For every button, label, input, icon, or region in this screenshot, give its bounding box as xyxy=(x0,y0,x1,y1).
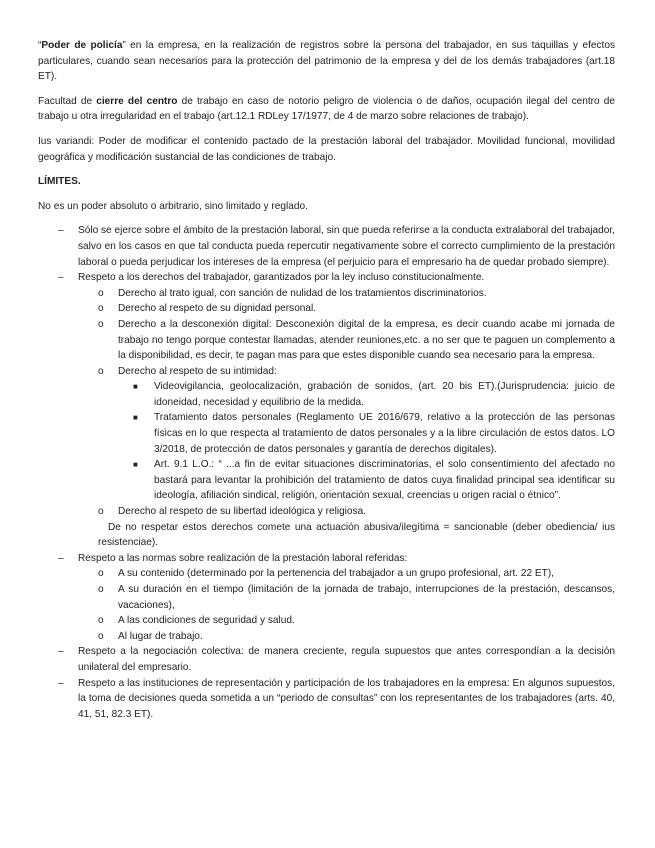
dash-bullet-icon: – xyxy=(58,646,64,658)
circle-bullet-icon: o xyxy=(98,584,104,595)
sublist-item-text: Derecho al respeto de su intimidad: xyxy=(118,365,277,377)
sublist-item xyxy=(78,286,615,302)
list-item xyxy=(38,644,615,675)
list-item xyxy=(38,551,615,645)
sublist-item-text: Al lugar de trabajo. xyxy=(118,630,203,642)
paragraph-text: de trabajo en caso de notorio peligro de violencia o de daños, ocupación ilegal del centro de trabajo u otra irregularidad en el trabajo (art.12.1 RDLey 17/1977, de 4 de marzo sobre relaciones de trabajo). xyxy=(38,95,615,123)
paragraph-text: Facultad de xyxy=(38,95,97,107)
list-item-text: Respeto a las normas sobre realización de la prestación laboral referidas: xyxy=(78,552,408,564)
nested-item-text: Tratamiento datos personales (Reglamento UE 2016/679, relativo a la protección de las personas físicas en lo que respecta al tratamiento de datos personales y a la libre circulación de estos datos. LO 3/2018, de protección de datos personales y garantía de derechos digitales). xyxy=(154,412,615,455)
sublist-normas xyxy=(78,566,615,644)
sublist-item-text: A su duración en el tiempo (limitación de la jornada de trabajo, interrupciones de la prestación, descansos, vacaciones), xyxy=(118,584,615,611)
dash-bullet-icon: – xyxy=(58,272,64,284)
sublist-item xyxy=(78,566,615,582)
bold-term-cierre-centro: cierre del centro xyxy=(96,95,178,107)
paragraph-poder-policia xyxy=(38,38,615,85)
paragraph-text: ” en la empresa, en la realización de registros sobre la persona del trabajador, en sus taquillas y efectos particulares, cuando sean necesarios para la protección del patrimonio de la empresa y del de los demás trabajadores (art.18 ET). xyxy=(38,40,615,83)
paragraph-cierre-centro xyxy=(38,94,615,125)
sublist-item-text: Derecho al respeto de su dignidad personal. xyxy=(118,303,317,315)
list-item-text: Sólo se ejerce sobre el ámbito de la prestación laboral, sin que pueda referirse a la conducta extralaboral del trabajador, salvo en los casos en que tal conducta pueda repercutir negativamente sobre el correcto cumplimiento de la prestación laboral o pueda perjudicar los intereses de la empresa (el perjuicio para el empresario ha de quedar probado siempre). xyxy=(78,225,615,268)
circle-bullet-icon: o xyxy=(98,630,104,642)
list-item-text: Respeto a los derechos del trabajador, garantizados por la ley incluso constitucionalmente. xyxy=(78,272,485,284)
dash-bullet-icon: – xyxy=(58,552,64,564)
square-bullet-icon: ■ xyxy=(133,413,138,423)
sublist-item xyxy=(78,582,615,613)
circle-bullet-icon: o xyxy=(98,615,104,627)
list-item-text: Respeto a la negociación colectiva: de manera creciente, regula supuestos que antes correspondían a la decisión unilateral del empresario. xyxy=(78,646,615,673)
bold-term-poder-policia: Poder de policía xyxy=(41,40,123,51)
circle-bullet-icon: o xyxy=(98,303,104,315)
open-quote: “ xyxy=(38,40,42,51)
nested-item-text: Videovigilancia, geolocalización, grabación de sonidos, (art. 20 bis ET).(Jurisprudencia: juicio de idoneidad, necesidad y equilibrio de la medida. xyxy=(154,381,615,408)
sublist-item xyxy=(78,504,615,520)
circle-bullet-icon: o xyxy=(98,287,104,299)
list-item-text: Respeto a las instituciones de representación y participación de los trabajadores en la empresa: En algunos supuestos, la toma de decisiones queda sometida a un “periodo de consultas” con los representantes de los trabajadores (arts. 40, 41, 51, 82.3 ET). xyxy=(78,677,615,720)
square-bullet-icon: ■ xyxy=(133,460,138,470)
dash-bullet-icon: – xyxy=(58,225,64,237)
limits-list xyxy=(38,223,615,722)
nested-item xyxy=(118,379,615,410)
sublist-item xyxy=(78,629,615,645)
section-heading-limites: LÍMITES. xyxy=(38,176,81,188)
list-item xyxy=(38,223,615,270)
sublist-item-text: A su contenido (determinado por la pertenencia del trabajador a un grupo profesional, art. 22 ET), xyxy=(118,568,554,580)
list-item xyxy=(38,676,615,723)
sublist-derechos xyxy=(78,286,615,520)
list-item xyxy=(38,270,615,551)
circle-bullet-icon: o xyxy=(98,568,104,580)
paragraph-intro-limites: No es un poder absoluto o arbitrario, sino limitado y reglado. xyxy=(38,200,308,212)
sublist-item xyxy=(78,364,615,504)
circle-bullet-icon: o xyxy=(98,506,104,518)
sublist-item xyxy=(78,613,615,629)
sublist-item-text: A las condiciones de seguridad y salud. xyxy=(118,615,295,627)
paragraph-sancionable-note: De no respetar estos derechos comete una actuación abusiva/ilegítima = sancionable (deber obediencia/ ius resistenciae). xyxy=(98,521,615,549)
nested-item xyxy=(118,457,615,504)
sublist-item xyxy=(78,301,615,317)
dash-bullet-icon: – xyxy=(58,677,64,689)
sublist-intimidad xyxy=(118,379,615,504)
nested-item-text: Art. 9.1 L.O.: “ ...a fin de evitar situaciones discriminatorias, el solo consentimiento del afectado no bastará para levantar la prohibición del tratamiento de datos cuya finalidad principal sea identificar su ideología, afiliación sindical, religión, orientación sexual, creencias u origen racial o étnico”. xyxy=(154,459,615,502)
sublist-item-text: Derecho a la desconexión digital: Desconexión digital de la empresa, es decir cuando acabe mi jornada de trabajo no tengo porque contestar llamadas, atender reuniones,etc. a no ser que te paguen un complemento a la disponibilidad, es decir, te pagan mas para que estes disponible cuando sea necesario para la empresa. xyxy=(118,318,615,362)
sublist-item-text: Derecho al trato igual, con sanción de nulidad de los tratamientos discriminatorios. xyxy=(118,287,487,299)
sublist-item-text: Derecho al respeto de su libertad ideológica y religiosa. xyxy=(118,506,367,518)
circle-bullet-icon: o xyxy=(98,365,104,377)
paragraph-ius-variandi: Ius variandi: Poder de modificar el contenido pactado de la prestación laboral del trabajador. Movilidad funcional, movilidad geográfica y modificación sustancial de las condiciones de trabajo. xyxy=(38,135,615,163)
circle-bullet-icon: o xyxy=(98,318,104,330)
square-bullet-icon: ■ xyxy=(133,382,138,392)
nested-item xyxy=(118,410,615,457)
sublist-item xyxy=(78,317,615,364)
